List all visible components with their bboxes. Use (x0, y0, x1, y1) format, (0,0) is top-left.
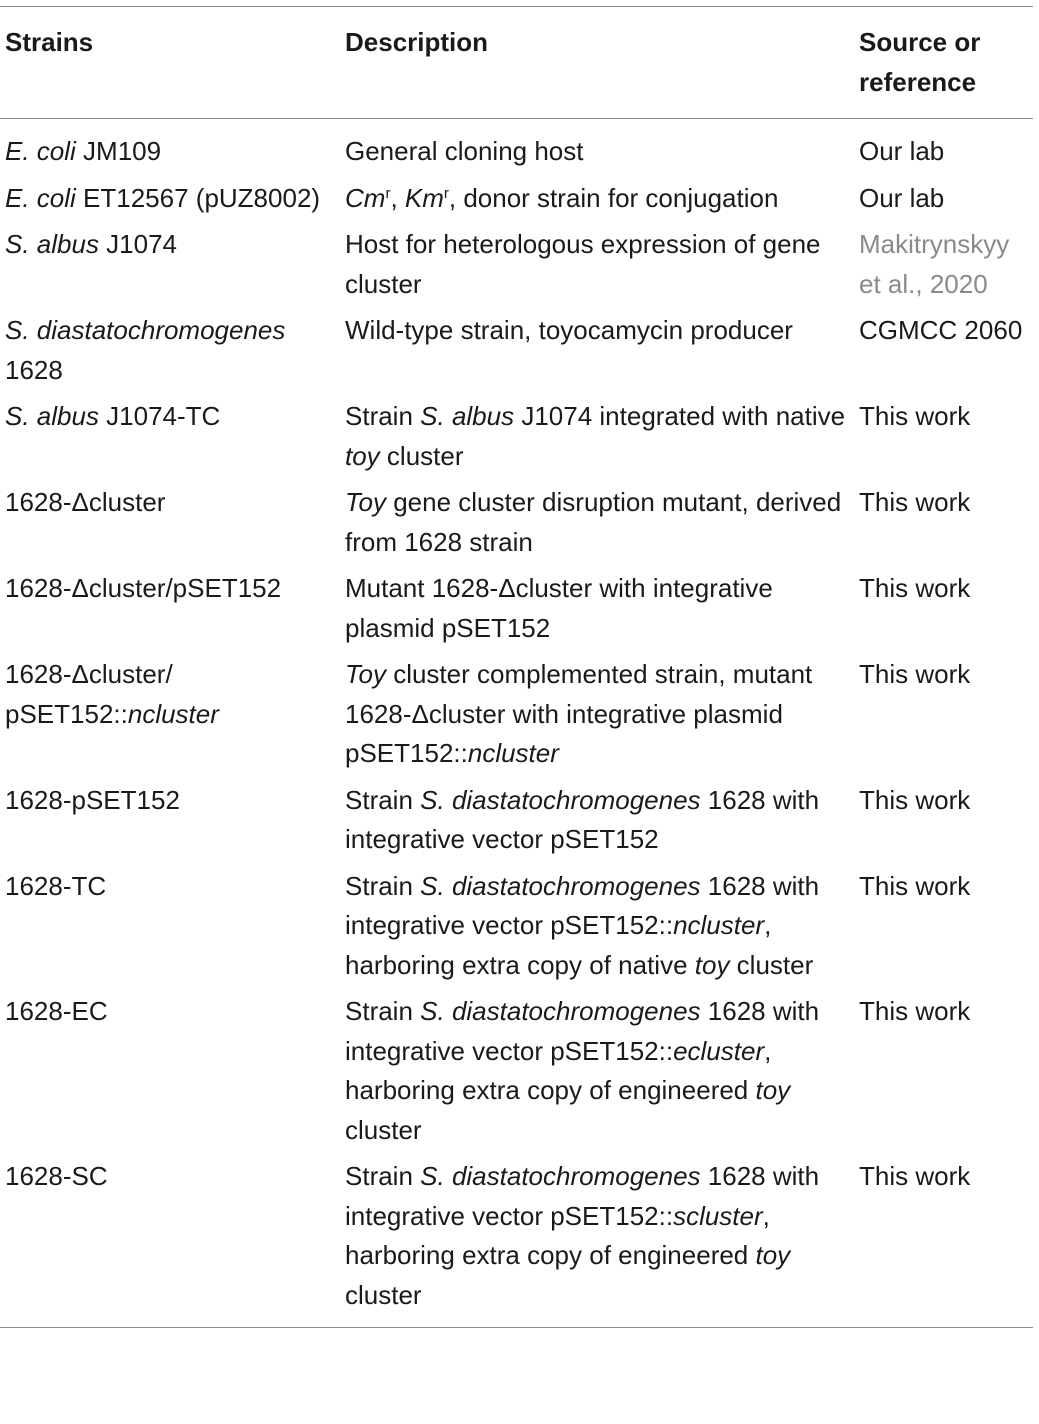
cell-text: 1628 with integrative vector pSET152:: (345, 996, 820, 1066)
cell-text: 1628-pSET152 (5, 784, 180, 815)
cell-strain (0, 176, 340, 223)
cell-source (854, 176, 1033, 223)
cell-text: Our lab (859, 136, 945, 166)
cell-text: , harboring extra copy of engineered (345, 1200, 770, 1270)
cell-text: toy (694, 949, 730, 980)
cell-text: E. coli (5, 182, 76, 213)
cell-source (854, 566, 1033, 652)
cell-source (854, 864, 1033, 990)
table-row (0, 222, 1033, 308)
cell-text: S. albus (5, 401, 99, 431)
cell-text: Toy (345, 659, 386, 689)
cell-text: E. coli (5, 136, 76, 166)
cell-text: This work (859, 784, 971, 815)
reference-link[interactable]: Makitrynskyy et al., 2020 (859, 229, 1010, 299)
cell-text: J1074-TC (98, 401, 221, 431)
cell-text: ecluster (673, 1035, 765, 1066)
cell-text: 1628 with integrative vector pSET152:: (345, 1161, 820, 1231)
cell-source (854, 308, 1033, 394)
cell-description (340, 222, 854, 308)
table-row (0, 394, 1033, 480)
cell-description (340, 1154, 854, 1328)
cell-text: 1628 with integrative vector pSET152:: (345, 870, 820, 940)
table-row (0, 652, 1033, 778)
cell-source (854, 394, 1033, 480)
cell-strain (0, 119, 340, 176)
cell-text: J1074 (98, 229, 178, 259)
cell-description (340, 778, 854, 864)
cell-text: S. diastatochromogenes (420, 784, 701, 815)
cell-strain (0, 864, 340, 990)
cell-text: Km (404, 182, 444, 213)
cell-source (854, 222, 1033, 308)
cell-text: S. diastatochromogenes (420, 870, 701, 901)
cell-text: 1628-SC (5, 1161, 108, 1191)
cell-text: 1628-EC (5, 996, 108, 1026)
cell-text: 1628-Δcluster/ pSET152:: (5, 659, 173, 729)
table-row (0, 989, 1033, 1154)
cell-text: General cloning host (345, 136, 584, 166)
cell-text: S. albus (5, 229, 99, 259)
cell-description (340, 652, 854, 778)
table-header (0, 7, 1033, 119)
table-row (0, 864, 1033, 990)
table-body (0, 119, 1033, 1328)
cell-text: S. albus (420, 401, 515, 431)
cell-text: J1074 integrated with native (514, 401, 846, 431)
cell-description (340, 119, 854, 176)
cell-text: Mutant 1628-Δcluster with integrative plasmid pSET152 (345, 573, 773, 643)
cell-text: This work (859, 870, 971, 901)
cell-text: Cm (345, 182, 386, 213)
cell-text: Toy (345, 487, 386, 517)
cell-text: scluster (673, 1200, 763, 1231)
cell-text: , donor strain for conjugation (448, 182, 779, 213)
table-row (0, 566, 1033, 652)
cell-text: toy (345, 440, 380, 471)
cell-strain (0, 652, 340, 778)
cell-source (854, 778, 1033, 864)
cell-text: cluster (379, 440, 464, 471)
cell-description (340, 176, 854, 223)
cell-text: gene cluster disruption mutant, derived from 1628 strain (345, 487, 842, 557)
cell-source (854, 1154, 1033, 1328)
cell-strain (0, 1154, 340, 1328)
cell-description (340, 308, 854, 394)
header-source: Source or reference (859, 27, 981, 97)
table-row (0, 176, 1033, 223)
cell-text: Host for heterologous expression of gene cluster (345, 229, 821, 299)
cell-text: 1628-Δcluster (5, 487, 166, 517)
cell-text: 1628-Δcluster/pSET152 (5, 573, 282, 603)
cell-text: Strain (345, 401, 421, 431)
cell-text: JM109 (75, 136, 162, 166)
cell-text: r (385, 184, 391, 202)
cell-text: This work (859, 996, 971, 1026)
cell-text: S. diastatochromogenes (420, 996, 701, 1026)
cell-text: This work (859, 659, 971, 689)
cell-text: ET12567 (pUZ8002) (75, 182, 321, 213)
cell-text: This work (859, 487, 971, 517)
cell-text: ncluster (673, 910, 765, 940)
cell-strain (0, 566, 340, 652)
cell-text: ncluster (127, 698, 219, 729)
cell-strain (0, 308, 340, 394)
cell-text: 1628 with integrative vector pSET152 (345, 784, 820, 854)
cell-text: This work (859, 401, 971, 431)
cell-text: , (390, 182, 405, 213)
cell-text: cluster complemented strain, mutant 1628-Δcluster with integrative plasmid pSET152:: (345, 659, 813, 768)
cell-text: S. diastatochromogenes (420, 1161, 701, 1191)
cell-text: Strain (345, 996, 421, 1026)
cell-text: Strain (345, 870, 421, 901)
strains-table (0, 6, 1033, 1328)
header-description: Description (345, 27, 489, 57)
cell-strain (0, 778, 340, 864)
cell-description (340, 566, 854, 652)
table-row (0, 778, 1033, 864)
cell-text: This work (859, 1161, 971, 1191)
cell-text: Our lab (859, 182, 945, 213)
cell-description (340, 864, 854, 990)
cell-source (854, 119, 1033, 176)
cell-text: cluster (345, 1114, 422, 1145)
cell-text: 1628 (5, 354, 63, 385)
cell-text: This work (859, 573, 971, 603)
cell-text: S. diastatochromogenes (5, 315, 286, 345)
table-row (0, 308, 1033, 394)
cell-text: cluster (729, 949, 814, 980)
cell-text: toy (755, 1240, 791, 1270)
cell-text: toy (755, 1075, 791, 1105)
cell-text: cluster (345, 1279, 422, 1310)
cell-text: , harboring extra copy of engineered (345, 1035, 772, 1105)
cell-strain (0, 222, 340, 308)
cell-strain (0, 394, 340, 480)
cell-text: Strain (345, 1161, 421, 1191)
cell-source (854, 652, 1033, 778)
cell-text: r (443, 184, 449, 202)
cell-description (340, 480, 854, 566)
cell-description (340, 989, 854, 1154)
cell-strain (0, 480, 340, 566)
cell-text: , harboring extra copy of native (345, 910, 772, 980)
cell-source (854, 480, 1033, 566)
cell-text: 1628-TC (5, 870, 107, 901)
cell-strain (0, 989, 340, 1154)
cell-description (340, 394, 854, 480)
header-strains: Strains (5, 27, 94, 57)
cell-text: Wild-type strain, toyocamycin producer (345, 315, 793, 345)
cell-text: ncluster (467, 738, 559, 768)
table-row (0, 480, 1033, 566)
table-row (0, 119, 1033, 176)
table-row (0, 1154, 1033, 1328)
header-row (0, 7, 1033, 119)
cell-source (854, 989, 1033, 1154)
cell-text: CGMCC 2060 (859, 315, 1023, 345)
cell-text: Strain (345, 784, 421, 815)
